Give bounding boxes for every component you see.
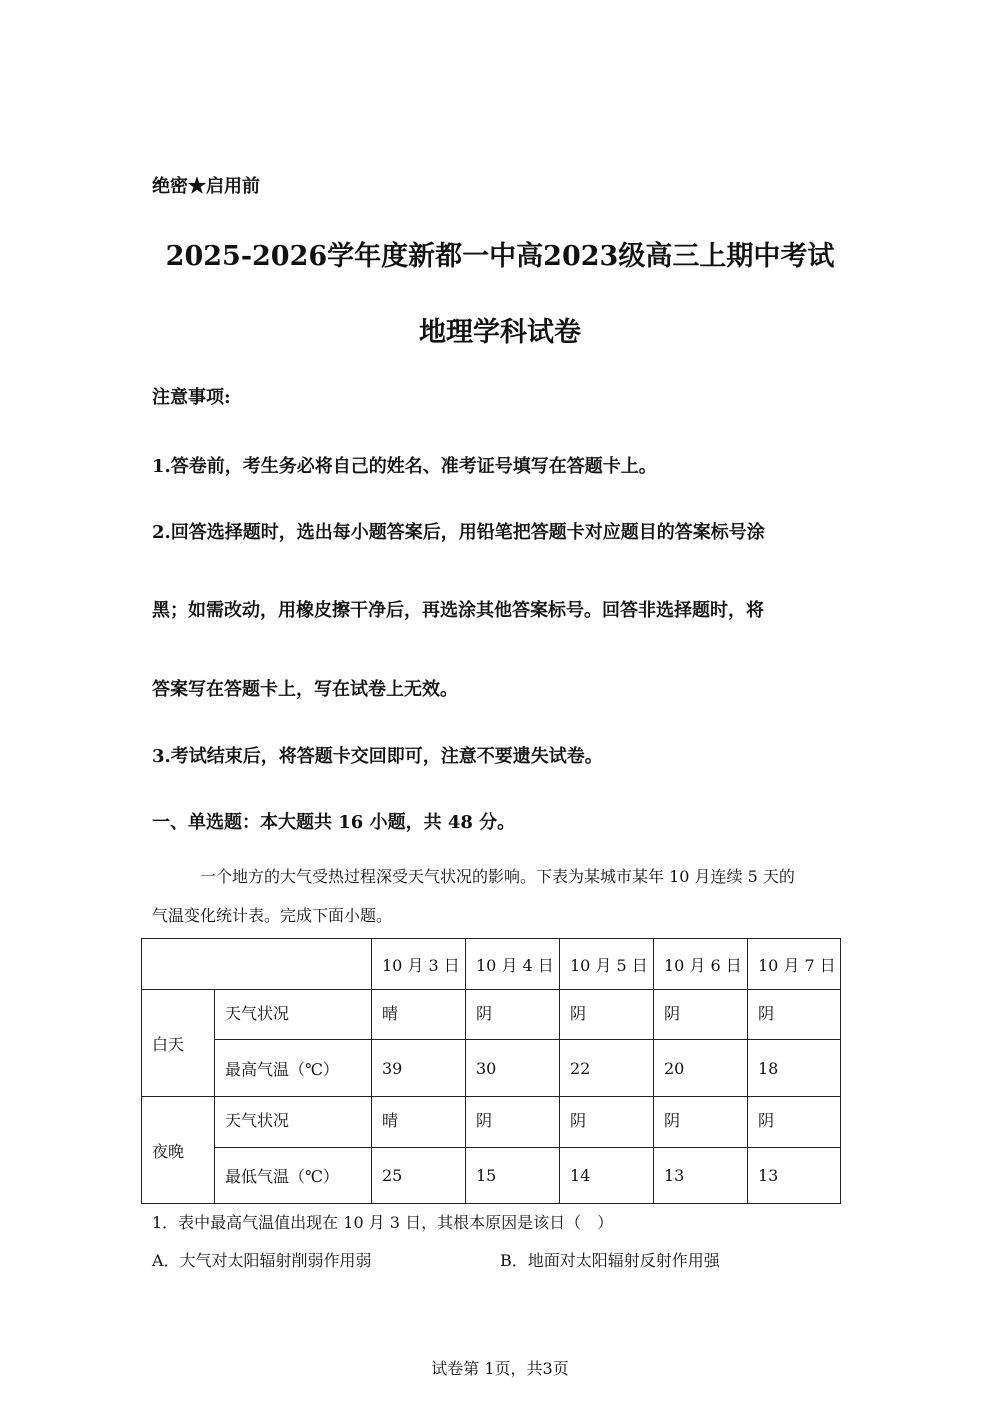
table-cell: 阴	[748, 1097, 841, 1148]
table-cell: 阴	[560, 990, 654, 1040]
question-1-option-a: A．大气对太阳辐射削弱作用弱	[152, 1251, 372, 1270]
table-cell: 14	[560, 1148, 654, 1204]
table-cell: 阴	[466, 990, 560, 1040]
daytime-label: 白天	[142, 990, 215, 1097]
intro-line-2: 气温变化统计表。完成下面小题。	[152, 906, 393, 925]
date-header: 10 月 5 日	[560, 939, 654, 990]
table-cell: 阴	[466, 1097, 560, 1148]
table-cell: 39	[372, 1040, 466, 1097]
table-row	[142, 990, 841, 1040]
min-temp-label: 最低气温（℃）	[215, 1148, 372, 1204]
table-cell: 13	[748, 1148, 841, 1204]
notice-item-2-line-2: 黑；如需改动，用橡皮擦干净后，再选涂其他答案标号。回答非选择题时，将	[152, 600, 764, 621]
table-row	[142, 1040, 841, 1097]
date-header: 10 月 4 日	[466, 939, 560, 990]
notice-item-1: 1.答卷前，考生务必将自己的姓名、准考证号填写在答题卡上。	[152, 456, 657, 477]
table-cell: 阴	[560, 1097, 654, 1148]
table-header-row	[142, 939, 841, 990]
exam-subtitle: 地理学科试卷	[419, 317, 581, 348]
date-header: 10 月 7 日	[748, 939, 841, 990]
confidential-label: 绝密★启用前	[152, 176, 260, 197]
table-cell: 15	[466, 1148, 560, 1204]
notice-heading: 注意事项:	[152, 387, 231, 408]
exam-title: 2025-2026学年度新都一中高2023级高三上期中考试	[165, 241, 835, 272]
date-header: 10 月 3 日	[372, 939, 466, 990]
page-footer: 试卷第 1页，共3页	[431, 1359, 569, 1378]
intro-line-1: 一个地方的大气受热过程深受天气状况的影响。下表为某城市某年 10 月连续 5 天的	[200, 867, 795, 886]
weather-label: 天气状况	[215, 990, 372, 1040]
notice-item-2-line-3: 答案写在答题卡上，写在试卷上无效。	[152, 679, 458, 700]
date-header: 10 月 6 日	[654, 939, 748, 990]
table-cell: 18	[748, 1040, 841, 1097]
table-cell: 13	[654, 1148, 748, 1204]
table-cell: 阴	[748, 990, 841, 1040]
table-cell: 30	[466, 1040, 560, 1097]
temperature-table	[141, 938, 841, 1204]
question-1-option-b: B．地面对太阳辐射反射作用强	[500, 1251, 720, 1270]
section-heading: 一、单选题：本大题共 16 小题，共 48 分。	[152, 812, 516, 833]
table-cell: 晴	[372, 1097, 466, 1148]
table-cell: 20	[654, 1040, 748, 1097]
max-temp-label: 最高气温（℃）	[215, 1040, 372, 1097]
weather-label: 天气状况	[215, 1097, 372, 1148]
notice-item-2-line-1: 2.回答选择题时，选出每小题答案后，用铅笔把答题卡对应题目的答案标号涂	[152, 522, 765, 543]
table-cell: 阴	[654, 1097, 748, 1148]
table-cell: 阴	[654, 990, 748, 1040]
table-cell: 22	[560, 1040, 654, 1097]
night-label: 夜晚	[142, 1097, 215, 1204]
table-cell: 25	[372, 1148, 466, 1204]
table-row	[142, 1148, 841, 1204]
table-cell: 晴	[372, 990, 466, 1040]
notice-item-3: 3.考试结束后，将答题卡交回即可，注意不要遗失试卷。	[152, 746, 603, 767]
table-row	[142, 1097, 841, 1148]
table-corner-cell	[142, 939, 372, 990]
question-1-stem: 1．表中最高气温值出现在 10 月 3 日，其根本原因是该日（ ）	[152, 1213, 614, 1232]
